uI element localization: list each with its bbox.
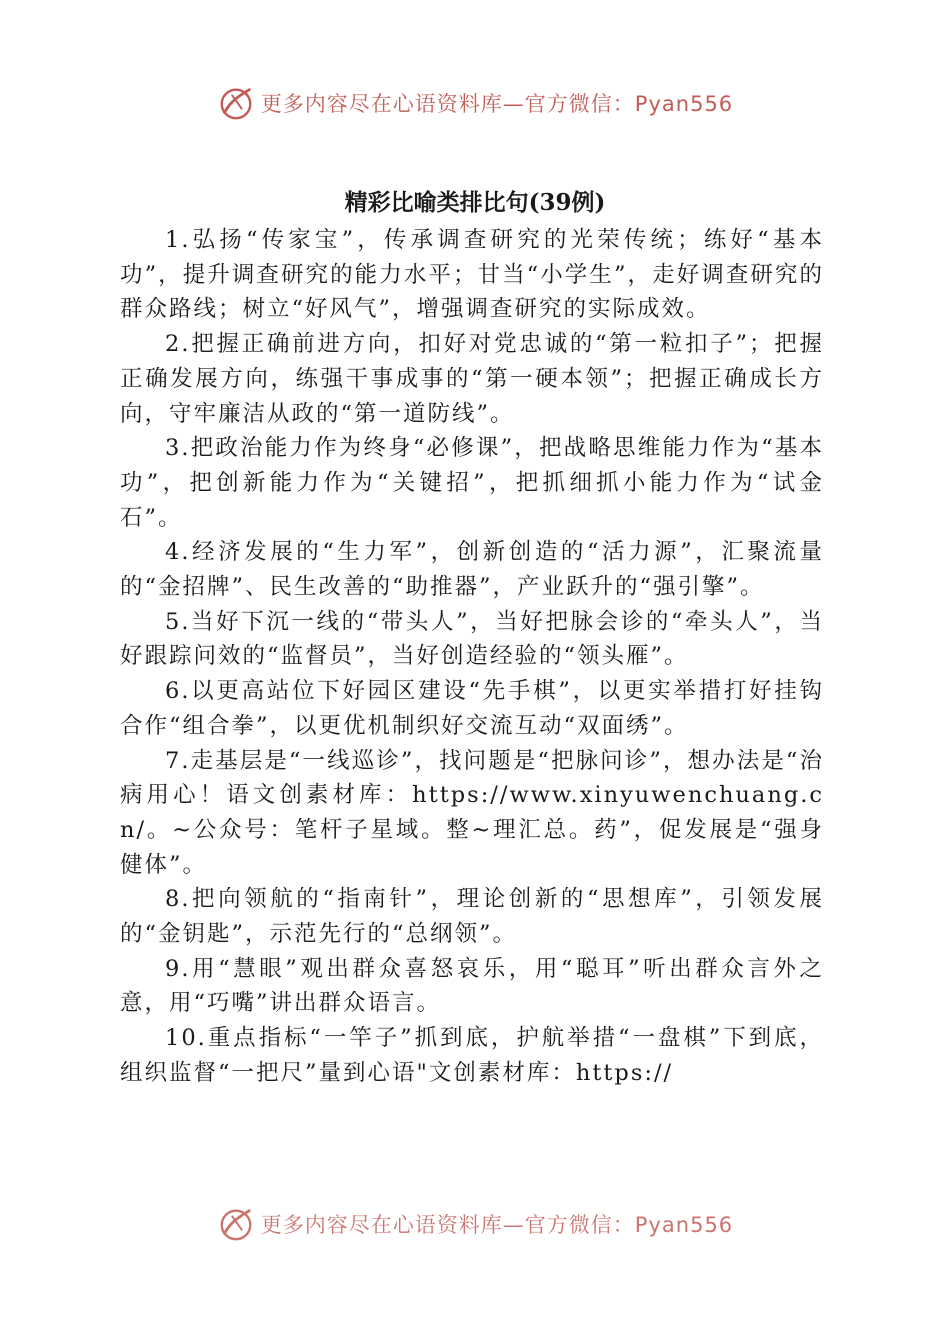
header-watermark: [0, 83, 950, 123]
watermark-text: 更多内容尽在心语资料库—官方微信：Pyan556: [260, 92, 734, 116]
paragraph: 9.用“慧眼”观出群众喜怒哀乐，用“聪耳”听出群众言外之意，用“巧嘴”讲出群众语言。: [120, 955, 824, 1017]
paragraph: 2.把握正确前进方向，扣好对党忠诚的“第一粒扣子”；把握正确发展方向，练强干事成事的“第一硬本领”；把握正确成长方向，守牢廉洁从政的“第一道防线”。: [120, 331, 824, 427]
paragraph: 3.把政治能力作为终身“必修课”，把战略思维能力作为“基本功”，把创新能力作为“关键招”，把抓细抓小能力作为“试金石”。: [120, 435, 824, 531]
paragraph: 10.重点指标“一竿子”抓到底，护航举措“一盘棋”下到底，组织监督“一把尺”量到心语"文创素材库：https://: [120, 1025, 824, 1086]
paragraph: 7.走基层是“一线巡诊”，找问题是“把脉问诊”，想办法是“治病用心！语文创素材库：https://www.xinyuwenchuang.cn/。~公众号：笔杆子星域。整~理汇总。药”，促发展是“强身健体”。: [120, 747, 824, 878]
paragraph: 4.经济发展的“生力军”，创新创造的“活力源”，汇聚流量的“金招牌”、民生改善的“助推器”，产业跃升的“强引擎”。: [120, 539, 824, 601]
paragraph: 6.以更高站位下好园区建设“先手棋”，以更实举措打好挂钩合作“组合拳”，以更优机制织好交流互动“双面绣”。: [120, 678, 824, 739]
document-body: [120, 223, 824, 1091]
footer-watermark: [0, 1206, 950, 1242]
logo-icon: [217, 1205, 255, 1243]
paragraph: 5.当好下沉一线的“带头人”，当好把脉会诊的“牵头人”，当好跟踪问效的“监督员”，当好创造经验的“领头雁”。: [120, 608, 824, 670]
document-title: 精彩比喻类排比句(39例): [344, 189, 606, 216]
logo-icon: [217, 84, 255, 122]
paragraph: 1.弘扬“传家宝”，传承调查研究的光荣传统；练好“基本功”，提升调查研究的能力水平；甘当“小学生”，走好调查研究的群众路线；树立“好风气”，增强调查研究的实际成效。: [120, 227, 824, 323]
watermark-text: 更多内容尽在心语资料库—官方微信：Pyan556: [260, 1213, 734, 1237]
paragraph: 8.把向领航的“指南针”，理论创新的“思想库”，引领发展的“金钥匙”，示范先行的“总纲领”。: [120, 886, 824, 948]
